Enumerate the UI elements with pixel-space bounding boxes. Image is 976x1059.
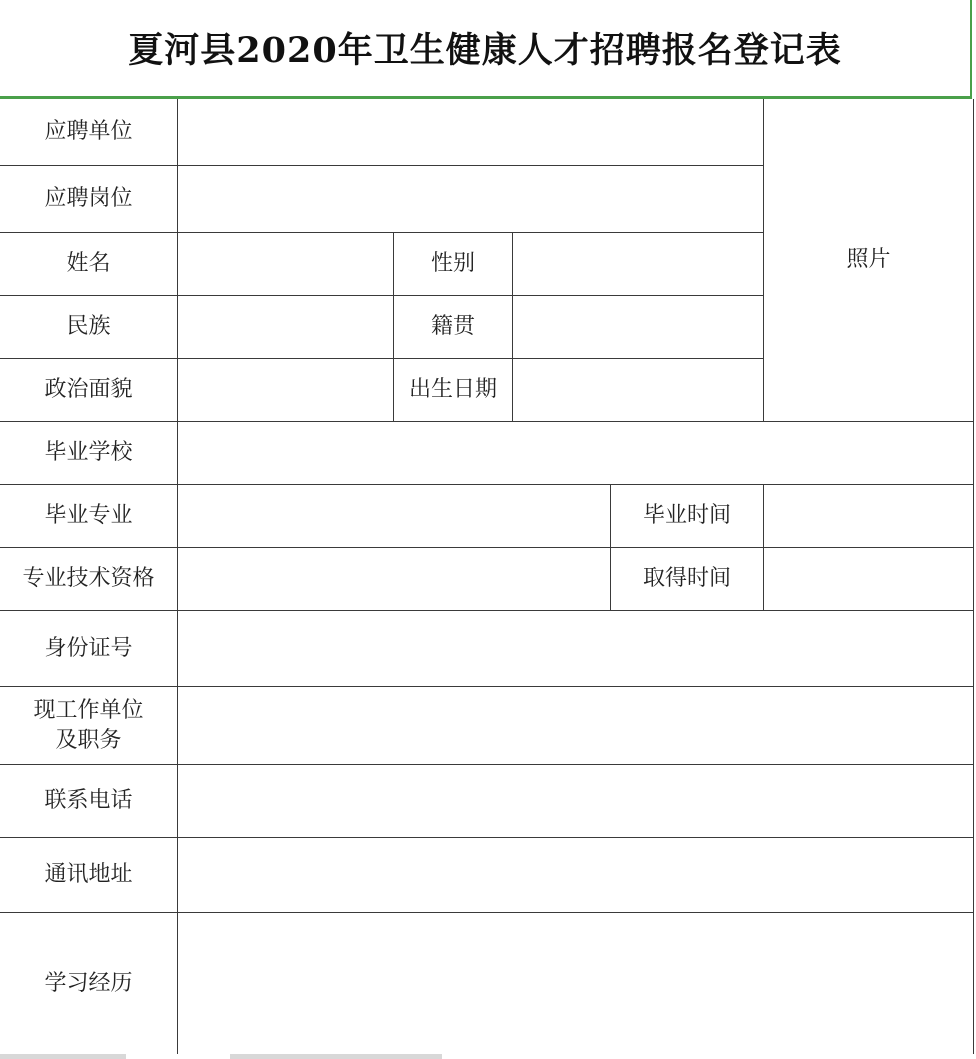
gender-field[interactable] bbox=[513, 233, 763, 295]
graduation-time-field[interactable] bbox=[764, 485, 973, 547]
form-title: 夏河县2020年卫生健康人才招聘报名登记表 bbox=[128, 30, 842, 71]
label-major: 毕业专业 bbox=[44, 503, 133, 528]
label-current-work-line2: 及职务 bbox=[55, 727, 122, 753]
label-address: 通讯地址 bbox=[44, 862, 133, 887]
label-phone: 联系电话 bbox=[44, 788, 133, 813]
scrollbar-track[interactable] bbox=[0, 1054, 126, 1059]
grid-line bbox=[973, 99, 974, 1054]
phone-field[interactable] bbox=[178, 765, 973, 837]
birth-date-field[interactable] bbox=[513, 359, 763, 421]
title-box bbox=[0, 0, 972, 99]
label-birth-date: 出生日期 bbox=[408, 377, 497, 402]
label-qualification: 专业技术资格 bbox=[22, 566, 155, 591]
address-field[interactable] bbox=[178, 838, 973, 912]
native-place-field[interactable] bbox=[513, 296, 763, 358]
political-status-field[interactable] bbox=[178, 359, 393, 421]
label-ethnicity: 民族 bbox=[66, 314, 111, 339]
label-current-work-line1: 现工作单位 bbox=[33, 697, 144, 723]
label-obtain-time: 取得时间 bbox=[642, 566, 731, 591]
label-graduate-school: 毕业学校 bbox=[44, 440, 133, 465]
label-native-place: 籍贯 bbox=[430, 314, 475, 339]
label-apply-post: 应聘岗位 bbox=[44, 186, 133, 211]
id-number-field[interactable] bbox=[178, 611, 973, 686]
label-political-status: 政治面貌 bbox=[44, 377, 133, 402]
label-id-number: 身份证号 bbox=[44, 635, 133, 661]
major-field[interactable] bbox=[178, 485, 610, 547]
label-graduation-time: 毕业时间 bbox=[642, 503, 731, 528]
scrollbar-thumb[interactable] bbox=[230, 1054, 442, 1059]
ethnicity-field[interactable] bbox=[178, 296, 393, 358]
label-study-history: 学习经历 bbox=[44, 970, 133, 996]
qualification-field[interactable] bbox=[178, 548, 610, 610]
name-field[interactable] bbox=[178, 233, 393, 295]
label-name: 姓名 bbox=[66, 251, 111, 276]
label-gender: 性别 bbox=[430, 251, 475, 276]
current-work-field[interactable] bbox=[178, 687, 973, 764]
study-history-field[interactable] bbox=[178, 913, 973, 1054]
label-photo: 照片 bbox=[846, 247, 891, 272]
apply-post-field[interactable] bbox=[178, 166, 763, 232]
label-current-work bbox=[0, 687, 177, 764]
graduate-school-field[interactable] bbox=[178, 422, 973, 484]
obtain-time-field[interactable] bbox=[764, 548, 973, 610]
label-apply-unit: 应聘单位 bbox=[44, 119, 133, 144]
apply-unit-field[interactable] bbox=[178, 99, 763, 165]
